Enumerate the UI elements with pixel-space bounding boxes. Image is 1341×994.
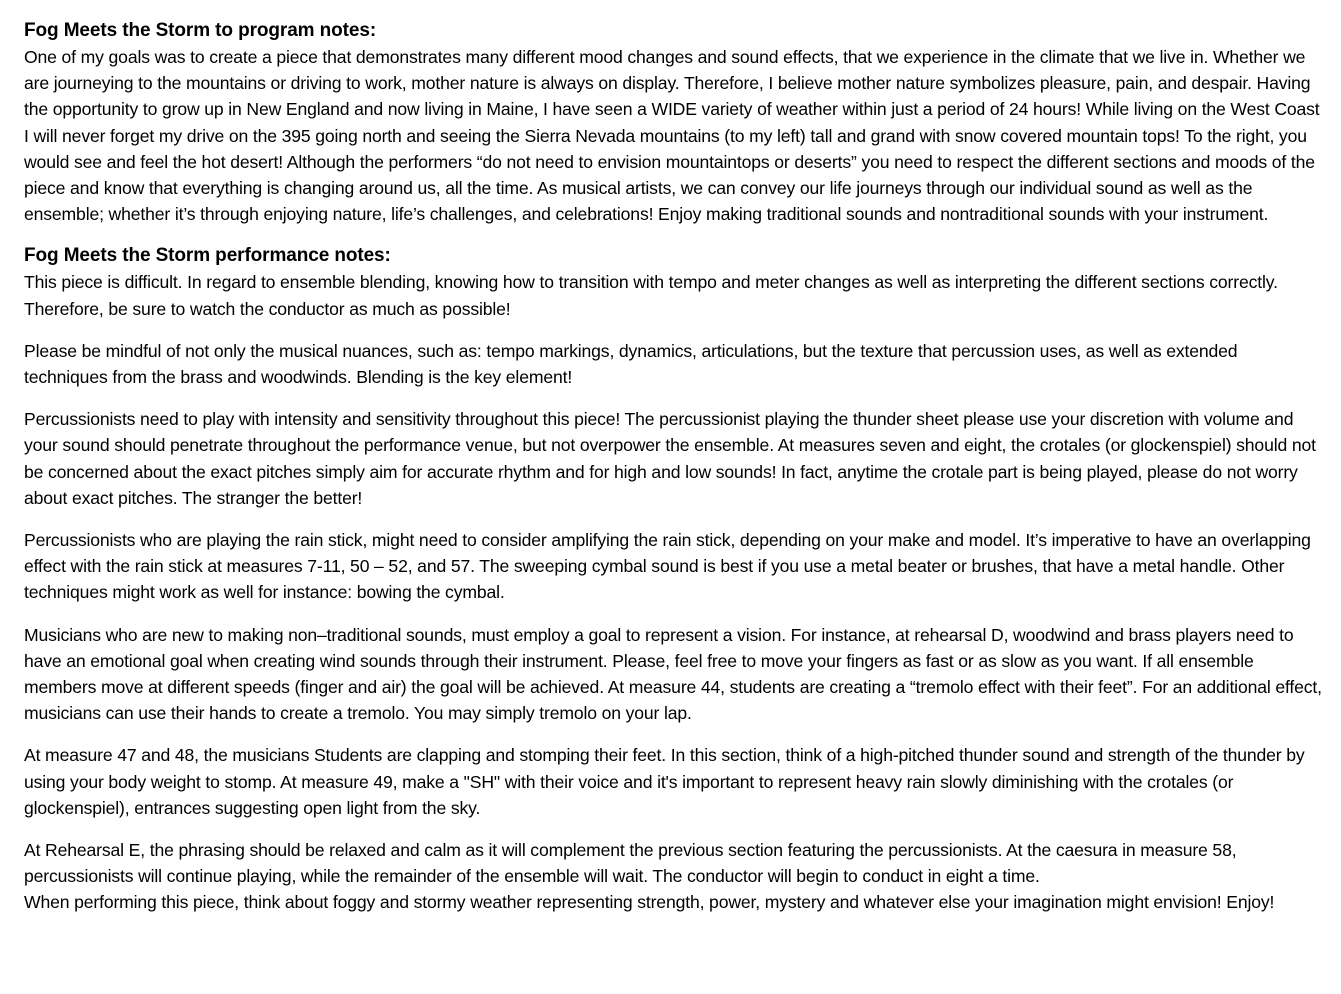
- performance-paragraph-percussion: Percussionists need to play with intensity and sensitivity throughout this piece! The percussionist playing the thunder sheet please use your discretion with volume and your sound should penetrate throughout the performance venue, but not overpower the ensemble. At measures seven and eight, the crotales (or glockenspiel) should not be concerned about the exact pitches simply aim for accurate rhythm and for high and low sounds! In fact, anytime the crotale part is being played, please do not worry about exact pitches. The stranger the better!: [24, 409, 1316, 508]
- program-notes-paragraph: One of my goals was to create a piece that demonstrates many different mood changes and sound effects, that we experience in the climate that we live in. Whether we are journeying to the mountains or driving to work, mother nature is always on display. Therefore, I believe mother nature symbolizes pleasure, pain, and despair. Having the opportunity to grow up in New England and now living in Maine, I have seen a WIDE variety of weather within just a period of 24 hours! While living on the West Coast I will never forget my drive on the 395 going north and seeing the Sierra Nevada mountains (to my left) tall and grand with snow covered mountain tops! To the right, you would see and feel the hot desert! Although the performers “do not need to envision mountaintops or deserts” you need to respect the different sections and moods of the piece and know that everything is changing around us, all the time. As musical artists, we can convey our life journeys through our individual sound as well as the ensemble; whether it’s through enjoying nature, life’s challenges, and celebrations! Enjoy making traditional sounds and nontraditional sounds with your instrument.: [24, 47, 1320, 225]
- performance-paragraph-non-traditional: Musicians who are new to making non–traditional sounds, must employ a goal to represent a vision. For instance, at rehearsal D, woodwind and brass players need to have an emotional goal when creating wind sounds through their instrument. Please, feel free to move your fingers as fast or as slow as you want. If all ensemble members move at different speeds (finger and air) the goal will be achieved. At measure 44, students are creating a “tremolo effect with their feet”. For an additional effect, musicians can use their hands to create a tremolo. You may simply tremolo on your lap.: [24, 624, 1322, 724]
- program-notes-heading: Fog Meets the Storm to program notes:: [24, 20, 377, 41]
- performance-paragraph-clapping: At measure 47 and 48, the musicians Students are clapping and stomping their feet. In this section, think of a high-pitched thunder sound and strength of the thunder by using your body weight to stomp. At measure 49, make a "SH" with their voice and it's important to represent heavy rain slowly diminishing with the crotales (or glockenspiel), entrances suggesting open light from the sky.: [24, 745, 1305, 818]
- performance-notes-heading: Fog Meets the Storm performance notes:: [24, 245, 391, 267]
- performance-paragraph-nuances: Please be mindful of not only the musical nuances, such as: tempo markings, dynamics, articulations, but the texture that percussion uses, as well as extended techniques from the brass and woodwinds. Blending is the key element!: [24, 340, 1238, 388]
- performance-closing-line: When performing this piece, think about foggy and stormy weather representing strength, power, mystery and whatever else your imagination might envision! Enjoy!: [24, 892, 1275, 913]
- performance-paragraph-difficulty: This piece is difficult. In regard to ensemble blending, knowing how to transition with tempo and meter changes as well as interpreting the different sections correctly. Therefore, be sure to watch the conductor as much as possible!: [24, 272, 1278, 319]
- performance-paragraph-rain-stick: Percussionists who are playing the rain stick, might need to consider amplifying the rain stick, depending on your make and model. It’s imperative to have an overlapping effect with the rain stick at measures 7-11, 50 – 52, and 57. The sweeping cymbal sound is best if you use a metal beater or brushes, that have a metal handle. Other techniques might work as well for instance: bowing the cymbal.: [24, 530, 1311, 603]
- performance-paragraph-rehearsal-e: At Rehearsal E, the phrasing should be relaxed and calm as it will complement the previous section featuring the percussionists. At the caesura in measure 58, percussionists will continue playing, while the remainder of the ensemble will wait. The conductor will begin to conduct in eight a time.: [24, 840, 1237, 887]
- document-page: [24, 18, 1324, 916]
